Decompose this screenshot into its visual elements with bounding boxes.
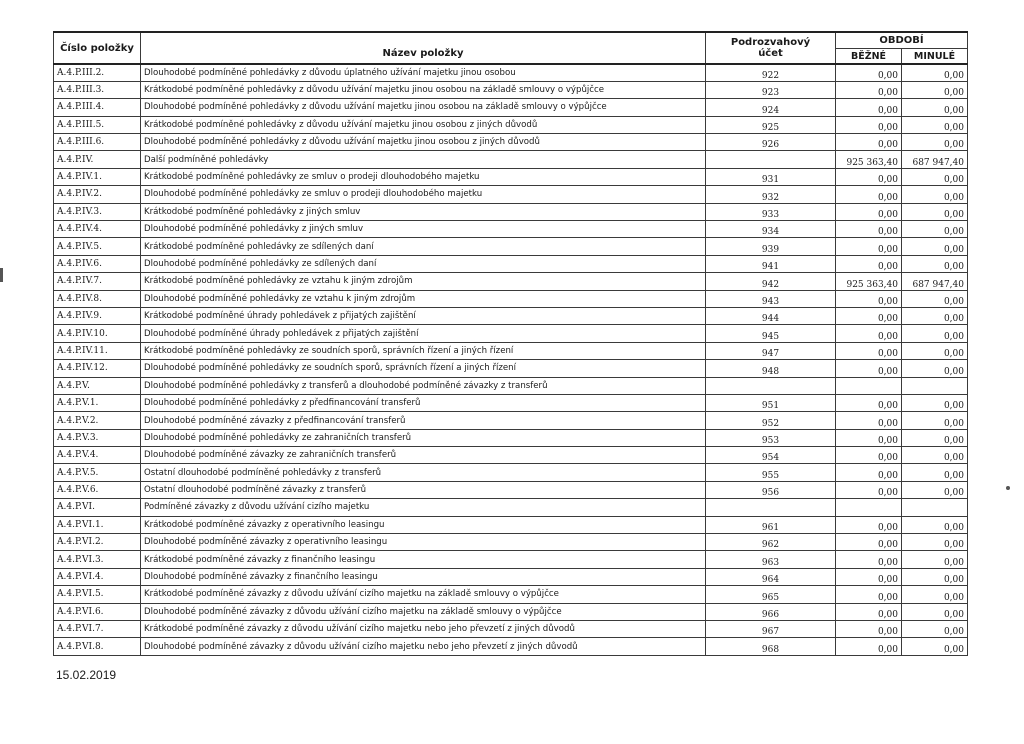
row-previous: 0,00 [902, 464, 968, 481]
row-code: A.4.P.V.5. [54, 464, 141, 481]
table-row [54, 238, 968, 255]
row-account: 934 [706, 221, 836, 238]
row-name: Ostatní dlouhodobé podmíněné závazky z transferů [141, 481, 706, 498]
row-current: 0,00 [836, 64, 902, 81]
row-current: 0,00 [836, 516, 902, 533]
row-account: 951 [706, 394, 836, 411]
row-account: 952 [706, 412, 836, 429]
row-code: A.4.P.V.1. [54, 394, 141, 411]
row-current: 0,00 [836, 412, 902, 429]
report-table [53, 31, 968, 656]
table-row [54, 203, 968, 220]
row-previous [902, 499, 968, 516]
footer-date: 15.02.2019 [56, 668, 117, 682]
row-account: 955 [706, 464, 836, 481]
row-current: 0,00 [836, 568, 902, 585]
table-row [54, 464, 968, 481]
row-previous: 0,00 [902, 412, 968, 429]
row-current: 0,00 [836, 603, 902, 620]
row-account: 925 [706, 116, 836, 133]
row-name: Krátkodobé podmíněné závazky z důvodu užívání cizího majetku nebo jeho převzetí z jiných důvodů [141, 621, 706, 638]
table-row [54, 429, 968, 446]
row-code: A.4.P.IV. [54, 151, 141, 168]
table-row [54, 621, 968, 638]
row-current: 0,00 [836, 638, 902, 655]
table-row [54, 64, 968, 81]
row-account: 924 [706, 99, 836, 116]
row-account [706, 499, 836, 516]
row-previous: 0,00 [902, 116, 968, 133]
table-row [54, 186, 968, 203]
row-name: Dlouhodobé podmíněné pohledávky ze soudních sporů, správních řízení a jiných řízení [141, 360, 706, 377]
row-previous: 0,00 [902, 603, 968, 620]
row-account: 922 [706, 64, 836, 81]
row-name: Další podmíněné pohledávky [141, 151, 706, 168]
row-current: 0,00 [836, 464, 902, 481]
row-previous: 0,00 [902, 551, 968, 568]
row-code: A.4.P.IV.1. [54, 168, 141, 185]
row-account: 956 [706, 481, 836, 498]
row-name: Dlouhodobé podmíněné závazky z důvodu užívání cizího majetku nebo jeho převzetí z jiných důvodů [141, 638, 706, 655]
row-code: A.4.P.IV.3. [54, 203, 141, 220]
table-row [54, 360, 968, 377]
row-code: A.4.P.V.3. [54, 429, 141, 446]
table-row [54, 377, 968, 394]
row-code: A.4.P.IV.9. [54, 307, 141, 324]
header-period: OBDOBÍ [836, 32, 968, 49]
row-previous: 0,00 [902, 429, 968, 446]
row-account: 941 [706, 255, 836, 272]
header-account-line1: Podrozvahový [730, 37, 811, 48]
row-code: A.4.P.VI.6. [54, 603, 141, 620]
table-row [54, 81, 968, 98]
table-row [54, 551, 968, 568]
row-previous: 0,00 [902, 221, 968, 238]
row-account: 963 [706, 551, 836, 568]
row-code: A.4.P.IV.6. [54, 255, 141, 272]
row-current: 925 363,40 [836, 151, 902, 168]
row-account: 943 [706, 290, 836, 307]
table-row [54, 586, 968, 603]
row-account: 923 [706, 81, 836, 98]
header-name: Název položky [141, 32, 706, 64]
table-row [54, 221, 968, 238]
row-name: Krátkodobé podmíněné pohledávky ze smluv o prodeji dlouhodobého majetku [141, 168, 706, 185]
table-row [54, 99, 968, 116]
row-code: A.4.P.III.4. [54, 99, 141, 116]
row-previous: 0,00 [902, 360, 968, 377]
row-name: Dlouhodobé podmíněné pohledávky z důvodu úplatného užívání majetku jinou osobou [141, 64, 706, 81]
header-code: Číslo položky [54, 32, 141, 64]
row-current: 925 363,40 [836, 273, 902, 290]
table-row [54, 290, 968, 307]
row-name: Krátkodobé podmíněné pohledávky ze vztahu k jiným zdrojům [141, 273, 706, 290]
header-current: BĚŽNÉ [836, 49, 902, 65]
row-code: A.4.P.IV.7. [54, 273, 141, 290]
row-current: 0,00 [836, 99, 902, 116]
table-row [54, 255, 968, 272]
row-previous: 0,00 [902, 290, 968, 307]
row-current: 0,00 [836, 342, 902, 359]
row-name: Krátkodobé podmíněné pohledávky z důvodu užívání majetku jinou osobou z jiných důvodů [141, 116, 706, 133]
row-code: A.4.P.V. [54, 377, 141, 394]
row-code: A.4.P.IV.8. [54, 290, 141, 307]
row-account: 948 [706, 360, 836, 377]
row-code: A.4.P.V.2. [54, 412, 141, 429]
row-previous: 0,00 [902, 447, 968, 464]
row-code: A.4.P.IV.2. [54, 186, 141, 203]
table-row [54, 568, 968, 585]
row-code: A.4.P.III.5. [54, 116, 141, 133]
header-previous: MINULÉ [902, 49, 968, 65]
row-code: A.4.P.VI.3. [54, 551, 141, 568]
row-name: Dlouhodobé podmíněné závazky z finančního leasingu [141, 568, 706, 585]
row-previous: 0,00 [902, 203, 968, 220]
row-name: Krátkodobé podmíněné pohledávky z jiných smluv [141, 203, 706, 220]
table-row [54, 481, 968, 498]
row-previous: 0,00 [902, 307, 968, 324]
row-current: 0,00 [836, 447, 902, 464]
row-account [706, 151, 836, 168]
table-row [54, 412, 968, 429]
row-current: 0,00 [836, 116, 902, 133]
row-current: 0,00 [836, 221, 902, 238]
table-row [54, 168, 968, 185]
row-name: Dlouhodobé podmíněné pohledávky z jiných smluv [141, 221, 706, 238]
row-current: 0,00 [836, 534, 902, 551]
row-current: 0,00 [836, 394, 902, 411]
row-account: 931 [706, 168, 836, 185]
row-name: Dlouhodobé podmíněné pohledávky ze zahraničních transferů [141, 429, 706, 446]
row-previous: 0,00 [902, 255, 968, 272]
row-account: 954 [706, 447, 836, 464]
row-current: 0,00 [836, 621, 902, 638]
table-row [54, 116, 968, 133]
row-account: 933 [706, 203, 836, 220]
row-account: 968 [706, 638, 836, 655]
row-code: A.4.P.VI.7. [54, 621, 141, 638]
row-name: Dlouhodobé podmíněné pohledávky ze smluv o prodeji dlouhodobého majetku [141, 186, 706, 203]
row-account: 926 [706, 134, 836, 151]
row-account: 942 [706, 273, 836, 290]
row-current: 0,00 [836, 586, 902, 603]
row-account: 932 [706, 186, 836, 203]
table-row [54, 516, 968, 533]
row-name: Krátkodobé podmíněné závazky z důvodu užívání cizího majetku na základě smlouvy o výpůjčce [141, 586, 706, 603]
row-current: 0,00 [836, 168, 902, 185]
row-account: 945 [706, 325, 836, 342]
row-name: Dlouhodobé podmíněné úhrady pohledávek z přijatých zajištění [141, 325, 706, 342]
row-current: 0,00 [836, 81, 902, 98]
table-row [54, 151, 968, 168]
table-row [54, 307, 968, 324]
row-current: 0,00 [836, 325, 902, 342]
table-row [54, 325, 968, 342]
row-code: A.4.P.III.3. [54, 81, 141, 98]
row-code: A.4.P.VI.5. [54, 586, 141, 603]
row-previous: 0,00 [902, 638, 968, 655]
row-current: 0,00 [836, 429, 902, 446]
row-account: 947 [706, 342, 836, 359]
row-previous: 0,00 [902, 64, 968, 81]
row-code: A.4.P.IV.11. [54, 342, 141, 359]
row-account [706, 377, 836, 394]
row-code: A.4.P.IV.10. [54, 325, 141, 342]
row-previous: 687 947,40 [902, 151, 968, 168]
row-current: 0,00 [836, 481, 902, 498]
row-account: 953 [706, 429, 836, 446]
row-current: 0,00 [836, 134, 902, 151]
row-current: 0,00 [836, 307, 902, 324]
row-account: 939 [706, 238, 836, 255]
row-code: A.4.P.VI.1. [54, 516, 141, 533]
row-name: Krátkodobé podmíněné úhrady pohledávek z přijatých zajištění [141, 307, 706, 324]
table-row [54, 499, 968, 516]
row-code: A.4.P.VI.8. [54, 638, 141, 655]
row-name: Krátkodobé podmíněné závazky z operativního leasingu [141, 516, 706, 533]
row-previous: 0,00 [902, 394, 968, 411]
row-current [836, 377, 902, 394]
row-name: Dlouhodobé podmíněné pohledávky z důvodu užívání majetku jinou osobou z jiných důvodů [141, 134, 706, 151]
scan-edge-mark [0, 268, 3, 282]
table-header [54, 32, 968, 64]
row-previous: 0,00 [902, 186, 968, 203]
row-previous: 0,00 [902, 516, 968, 533]
row-code: A.4.P.IV.12. [54, 360, 141, 377]
row-account: 966 [706, 603, 836, 620]
row-code: A.4.P.VI.2. [54, 534, 141, 551]
row-previous: 0,00 [902, 481, 968, 498]
row-name: Dlouhodobé podmíněné závazky z důvodu užívání cizího majetku na základě smlouvy o výpůjčce [141, 603, 706, 620]
row-previous: 0,00 [902, 81, 968, 98]
table-row [54, 394, 968, 411]
row-name: Podmíněné závazky z důvodu užívání cizího majetku [141, 499, 706, 516]
row-previous [902, 377, 968, 394]
table-row [54, 638, 968, 655]
table-row [54, 447, 968, 464]
row-account: 962 [706, 534, 836, 551]
row-name: Dlouhodobé podmíněné pohledávky ze vztahu k jiným zdrojům [141, 290, 706, 307]
row-code: A.4.P.III.6. [54, 134, 141, 151]
row-previous: 0,00 [902, 534, 968, 551]
row-account: 964 [706, 568, 836, 585]
row-current: 0,00 [836, 290, 902, 307]
row-code: A.4.P.IV.5. [54, 238, 141, 255]
row-current: 0,00 [836, 360, 902, 377]
row-name: Dlouhodobé podmíněné pohledávky z předfinancování transferů [141, 394, 706, 411]
row-current: 0,00 [836, 551, 902, 568]
row-previous: 0,00 [902, 621, 968, 638]
row-code: A.4.P.V.6. [54, 481, 141, 498]
row-account: 967 [706, 621, 836, 638]
table-body [54, 64, 968, 655]
row-name: Krátkodobé podmíněné pohledávky ze sdílených daní [141, 238, 706, 255]
row-account: 944 [706, 307, 836, 324]
row-account: 961 [706, 516, 836, 533]
row-previous: 0,00 [902, 238, 968, 255]
table-row [54, 273, 968, 290]
row-code: A.4.P.VI. [54, 499, 141, 516]
table-row [54, 603, 968, 620]
scan-dot [1006, 486, 1010, 490]
row-name: Dlouhodobé podmíněné závazky ze zahraničních transferů [141, 447, 706, 464]
row-account: 965 [706, 586, 836, 603]
row-code: A.4.P.III.2. [54, 64, 141, 81]
row-previous: 0,00 [902, 168, 968, 185]
row-name: Ostatní dlouhodobé podmíněné pohledávky z transferů [141, 464, 706, 481]
row-code: A.4.P.V.4. [54, 447, 141, 464]
table-row [54, 534, 968, 551]
row-current: 0,00 [836, 203, 902, 220]
row-name: Dlouhodobé podmíněné pohledávky z důvodu užívání majetku jinou osobou na základě smlouvy o výpůjčce [141, 99, 706, 116]
row-current: 0,00 [836, 238, 902, 255]
row-name: Krátkodobé podmíněné závazky z finančního leasingu [141, 551, 706, 568]
row-name: Krátkodobé podmíněné pohledávky z důvodu užívání majetku jinou osobou na základě smlouvy o výpůjčce [141, 81, 706, 98]
row-name: Dlouhodobé podmíněné závazky z operativního leasingu [141, 534, 706, 551]
row-code: A.4.P.IV.4. [54, 221, 141, 238]
row-current [836, 499, 902, 516]
row-previous: 0,00 [902, 586, 968, 603]
row-current: 0,00 [836, 255, 902, 272]
row-name: Dlouhodobé podmíněné pohledávky ze sdílených daní [141, 255, 706, 272]
header-account [706, 32, 836, 64]
row-name: Dlouhodobé podmíněné pohledávky z transferů a dlouhodobé podmíněné závazky z transferů [141, 377, 706, 394]
table-row [54, 134, 968, 151]
table-row [54, 342, 968, 359]
row-previous: 0,00 [902, 568, 968, 585]
row-previous: 0,00 [902, 325, 968, 342]
row-current: 0,00 [836, 186, 902, 203]
row-previous: 0,00 [902, 134, 968, 151]
row-previous: 687 947,40 [902, 273, 968, 290]
row-name: Krátkodobé podmíněné pohledávky ze soudních sporů, správních řízení a jiných řízení [141, 342, 706, 359]
row-code: A.4.P.VI.4. [54, 568, 141, 585]
row-name: Dlouhodobé podmíněné závazky z předfinancování transferů [141, 412, 706, 429]
row-previous: 0,00 [902, 99, 968, 116]
header-account-line2: účet [758, 48, 783, 59]
row-previous: 0,00 [902, 342, 968, 359]
